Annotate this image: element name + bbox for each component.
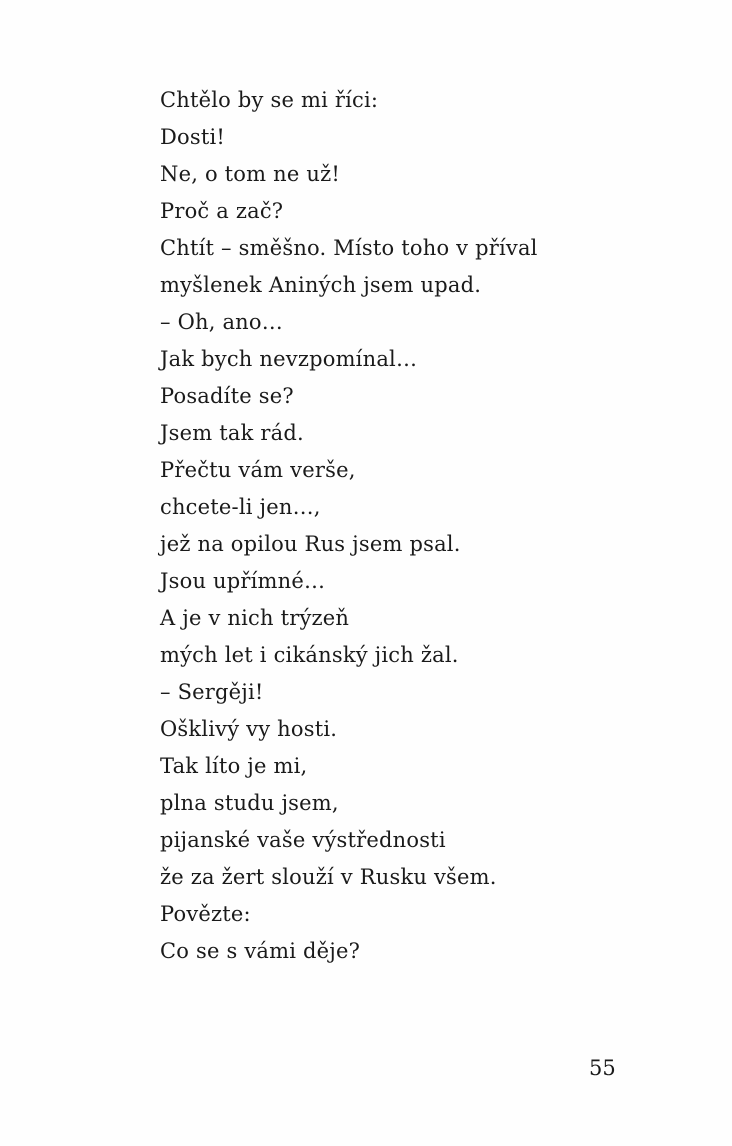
poem-line: mých let i cikánský jich žal. [160, 643, 459, 667]
poem-line: Přečtu vám verše, [160, 458, 356, 482]
poem-line: Ošklivý vy hosti. [160, 717, 338, 741]
poem-line: pijanské vaše výstřednosti [160, 828, 446, 852]
poem-text [160, 82, 538, 970]
poem-line: Jsou upřímné… [160, 569, 326, 593]
poem-line: že za žert slouží v Rusku všem. [160, 865, 497, 889]
poem-line: Dosti! [160, 125, 226, 149]
poem-line: jež na opilou Rus jsem psal. [160, 532, 461, 556]
poem-line: A je v nich trýzeň [160, 606, 350, 630]
poem-line: – Sergěji! [160, 680, 264, 704]
poem-line: Ne, o tom ne už! [160, 162, 340, 186]
poem-line: – Oh, ano… [160, 310, 283, 334]
poem-line: chcete-li jen…, [160, 495, 321, 519]
poem-line: myšlenek Aniných jsem upad. [160, 273, 482, 297]
page-number: 55 [589, 1056, 616, 1080]
poem-line: Posadíte se? [160, 384, 294, 408]
poem-line: Tak líto je mi, [160, 754, 308, 778]
poem-line: Jsem tak rád. [160, 421, 304, 445]
poem-line: plna studu jsem, [160, 791, 339, 815]
poem-line: Co se s vámi děje? [160, 939, 361, 963]
poem-line: Povězte: [160, 902, 251, 926]
poem-line: Jak bych nevzpomínal… [160, 347, 418, 371]
poem-line: Chtělo by se mi říci: [160, 88, 379, 112]
poem-line: Proč a zač? [160, 199, 284, 223]
poem-line: Chtít – směšno. Místo toho v příval [160, 236, 538, 260]
